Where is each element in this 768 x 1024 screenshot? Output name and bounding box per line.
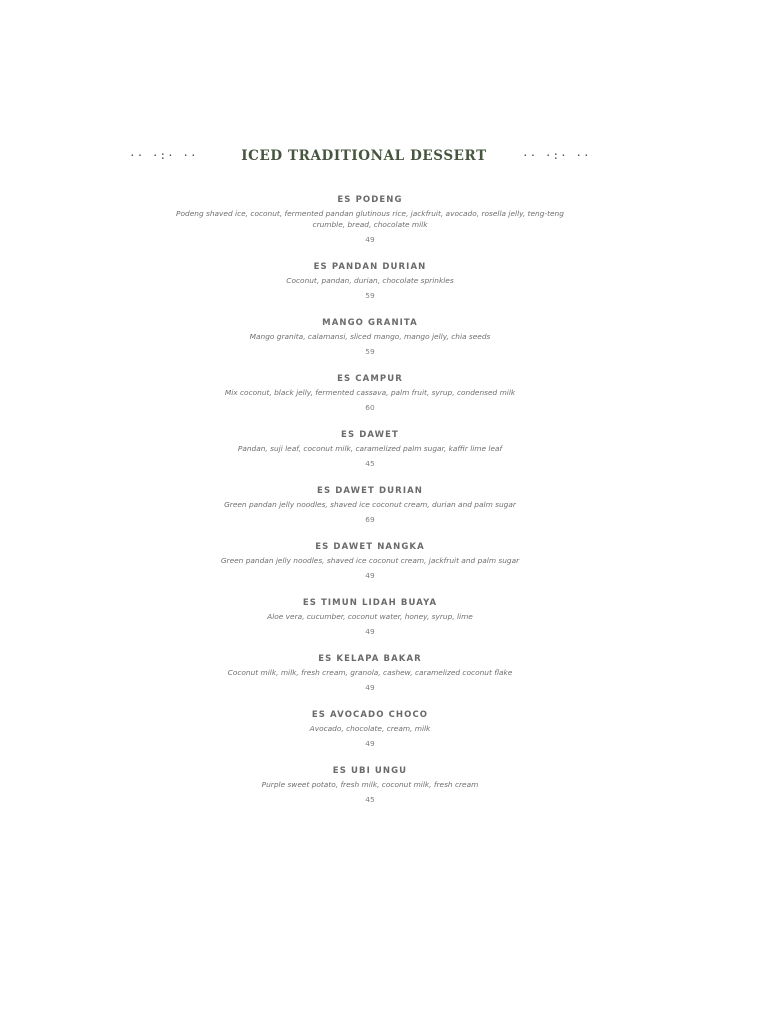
- menu-item: [160, 374, 580, 430]
- menu-item: [160, 710, 580, 766]
- item-name: ES PANDAN DURIAN: [313, 262, 427, 272]
- item-description: Avocado, chocolate, cream, milk: [309, 724, 431, 733]
- item-price: 69: [365, 515, 375, 524]
- item-name: ES DAWET DURIAN: [317, 486, 423, 496]
- menu-item: [160, 430, 580, 486]
- menu-item: [160, 195, 580, 262]
- item-price: 45: [365, 795, 375, 804]
- item-description: Mango granita, calamansi, sliced mango, mango jelly, chia seeds: [249, 332, 491, 341]
- item-name: ES DAWET: [341, 430, 399, 440]
- menu-item: [160, 542, 580, 598]
- item-price: 49: [365, 627, 375, 636]
- item-price: 60: [365, 403, 375, 412]
- item-name: ES PODENG: [337, 195, 403, 205]
- ornament-right: ·· ·:· ··: [522, 149, 591, 162]
- item-description: Pandan, suji leaf, coconut milk, caramelized palm sugar, kaffir lime leaf: [237, 444, 503, 453]
- menu-item: [160, 654, 580, 710]
- item-description: Green pandan jelly noodles, shaved ice coconut cream, durian and palm sugar: [224, 500, 516, 509]
- menu-item: [160, 766, 580, 822]
- item-name: MANGO GRANITA: [322, 318, 418, 328]
- item-description: Aloe vera, cucumber, coconut water, honey, syrup, lime: [267, 612, 473, 621]
- ornament-left: ·· ·:· ··: [129, 149, 198, 162]
- section-title: ICED TRADITIONAL DESSERT: [241, 148, 487, 164]
- item-name: ES AVOCADO CHOCO: [311, 710, 429, 720]
- item-description: Mix coconut, black jelly, fermented cassava, palm fruit, syrup, condensed milk: [224, 388, 516, 397]
- item-price: 49: [365, 683, 375, 692]
- item-price: 59: [365, 291, 375, 300]
- menu-item: [160, 486, 580, 542]
- item-description: Purple sweet potato, fresh milk, coconut milk, fresh cream: [261, 780, 479, 789]
- item-description: Podeng shaved ice, coconut, fermented pandan glutinous rice, jackfruit, avocado, rosella jelly, teng-teng crumble, bread, chocolate milk: [176, 209, 564, 229]
- item-name: ES DAWET NANGKA: [315, 542, 425, 552]
- item-price: 45: [365, 459, 375, 468]
- menu-list: [160, 195, 580, 822]
- menu-item: [160, 598, 580, 654]
- menu-item: [160, 262, 580, 318]
- item-price: 59: [365, 347, 375, 356]
- item-price: 49: [365, 235, 375, 244]
- item-name: ES KELAPA BAKAR: [318, 654, 422, 664]
- item-description: Coconut milk, milk, fresh cream, granola, cashew, caramelized coconut flake: [227, 668, 513, 677]
- item-price: 49: [365, 739, 375, 748]
- menu-item: [160, 318, 580, 374]
- item-name: ES UBI UNGU: [332, 766, 408, 776]
- item-description: Green pandan jelly noodles, shaved ice coconut cream, jackfruit and palm sugar: [220, 556, 520, 565]
- item-name: ES CAMPUR: [337, 374, 403, 384]
- item-description: Coconut, pandan, durian, chocolate sprinkles: [286, 276, 454, 285]
- item-price: 49: [365, 571, 375, 580]
- section-header: [0, 146, 768, 166]
- item-name: ES TIMUN LIDAH BUAYA: [302, 598, 438, 608]
